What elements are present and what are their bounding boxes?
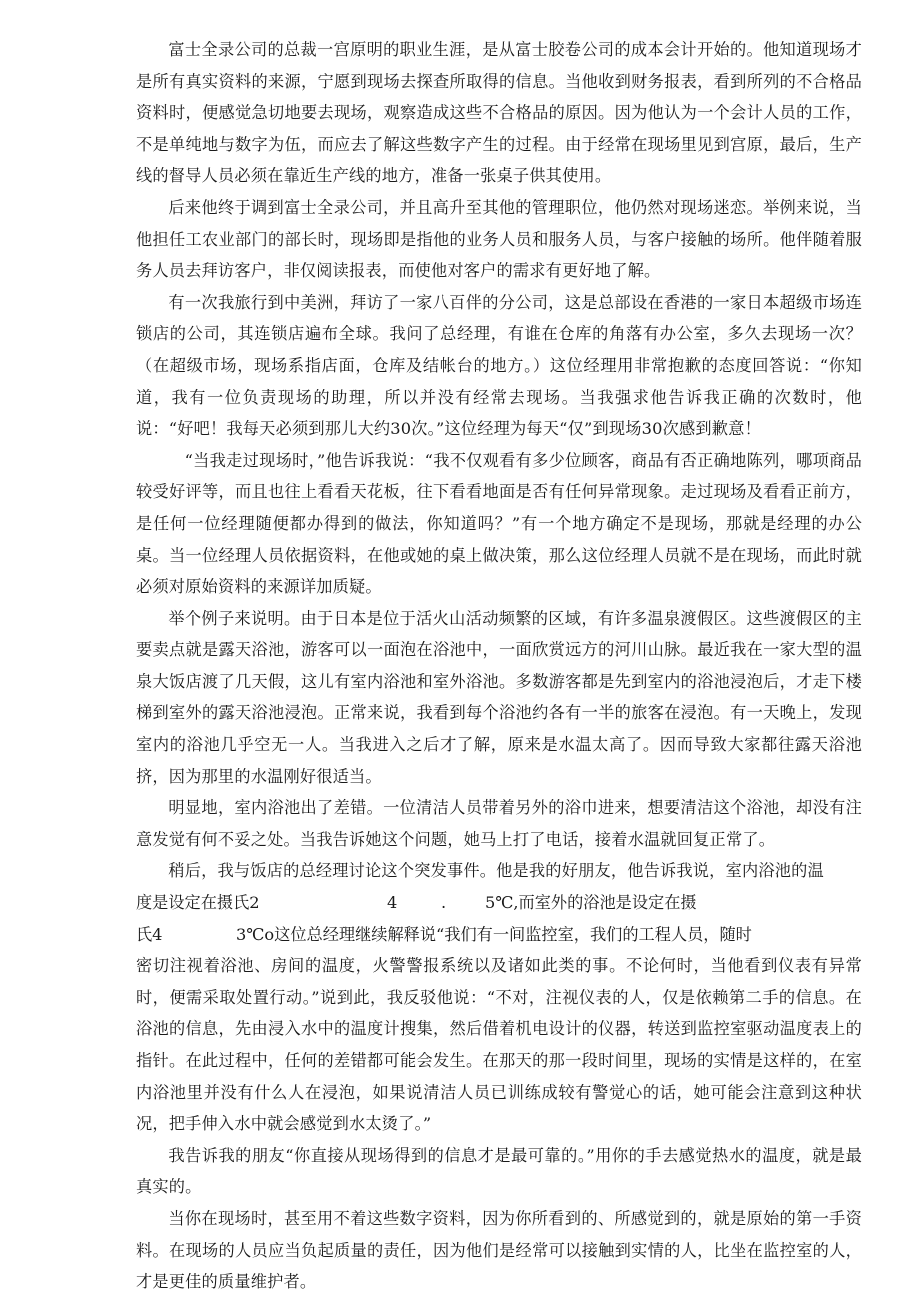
temp-indoor-part-b: 4 <box>387 893 398 913</box>
temp-indoor-part-a: 度是设定在摄氏2 <box>136 893 260 913</box>
paragraph-7: 稍后，我与饭店的总经理讨论这个突发事件。他是我的好朋友，他告诉我说，室内浴池的温 <box>168 861 824 881</box>
paragraph-6: 明显地，室内浴池出了差错。一位清洁人员带着另外的浴巾进来，想要清洁这个浴池，却没有注意发觉有何不妥之处。当我告诉她这个问题，她马上打了电话，接着水温就回复正常了。 <box>136 798 862 849</box>
paragraph-9: 当你在现场时，甚至用不着这些数字资料，因为你所看到的、所感觉到的，就是原始的第一手资料。在现场的人员应当负起质量的责任，因为他们是经常可以接触到实情的人，比坐在监控室的人，才是更佳的质量维护者。 <box>136 1208 862 1292</box>
document-page <box>136 34 862 1298</box>
paragraph-2: 后来他终于调到富士全录公司，并且高升至其他的管理职位，他仍然对现场迷恋。举例来说，当他担任工农业部门的部长时，现场即是指他的业务人员和服务人员，与客户接触的场所。他伴随着服务人员去拜访客户，非仅阅读报表，而使他对客户的需求有更好地了解。 <box>136 197 862 281</box>
paragraph-7-tail: 密切注视着浴池、房间的温度，火警警报系统以及诸如此类的事。不论何时，当他看到仪表有异常时，便需采取处置行动。”说到此，我反驳他说：“不对，注视仪表的人，仅是依赖第二手的信息。在浴池的信息，先由浸入水中的温度计搜集，然后借着机电设计的仪器，转送到监控室驱动温度表上的指针。在此过程中，任何的差错都可能会发生。在那天的那一段时间里，现场的实情是这样的，在室内浴池里并没有什么人在浸泡，如果说清洁人员已训练成较有警觉心的话，她可能会注意到这种状况，把手伸入水中就会感觉到水太烫了。” <box>136 956 862 1134</box>
paragraph-3: 有一次我旅行到中美洲，拜访了一家八百伴的分公司，这是总部设在香港的一家日本超级市场连锁店的公司，其连锁店遍布全球。我问了总经理，有谁在仓库的角落有办公室，多久去现场一次？（在超级市场，现场系指店面，仓库及结帐台的地方。）这位经理用非常抱歉的态度回答说：“你知道，我有一位负责现场的助理，所以并没有经常去现场。当我强求他告诉我正确的次数时，他说：“好吧！我每天必须到那儿大约30次。”这位经理为每天“仅”到现场30次感到歉意！ <box>136 292 862 439</box>
temp-indoor-part-c: . <box>441 893 447 913</box>
paragraph-8: 我告诉我的朋友“你直接从现场得到的信息才是最可靠的。”用你的手去感觉热水的温度，就是最真实的。 <box>136 1145 862 1197</box>
temp-indoor-part-d: 5℃,而室外的浴池是设定在摄 <box>485 893 697 913</box>
temp-outdoor-part-b: 3℃o这位总经理继续解释说“我们有一间监控室，我们的工程人员，随时 <box>236 924 752 944</box>
paragraph-4: “当我走过现场时，”他告诉我说：“我不仅观看有多少位顾客，商品有否正确地陈列，哪项商品较受好评等，而且也往上看看天花板，往下看看地面是否有任何异常现象。走过现场及看看正前方，是任何一位经理随便都办得到的做法，你知道吗？”有一个地方确定不是现场，那就是经理的办公桌。当一位经理人员依据资料，在他或她的桌上做决策，那么这位经理人员就不是在现场，而此时就必须对原始资料的来源详加质疑。 <box>136 450 862 597</box>
paragraph-5: 举个例子来说明。由于日本是位于活火山活动频繁的区域，有许多温泉渡假区。这些渡假区的主要卖点就是露天浴池，游客可以一面泡在浴池中，一面欣赏远方的河川山脉。最近我在一家大型的温泉大饭店渡了几天假，这儿有室内浴池和室外浴池。多数游客都是先到室内的浴池浸泡后，才走下楼梯到室外的露天浴池浸泡。正常来说，我看到每个浴池约各有一半的旅客在浸泡。有一天晚上，发现室内的浴池几乎空无一人。当我进入之后才了解，原来是水温太高了。因而导致大家都往露天浴池挤，因为那里的水温刚好很适当。 <box>136 608 862 786</box>
temp-outdoor-part-a: 氏4 <box>136 924 163 944</box>
paragraph-7-line-3 <box>136 919 862 951</box>
paragraph-7-line-2 <box>136 887 862 919</box>
paragraph-1: 富士全录公司的总裁一宫原明的职业生涯，是从富士胶卷公司的成本会计开始的。他知道现场才是所有真实资料的来源，宁愿到现场去探查所取得的信息。当他收到财务报表，看到所列的不合格品资料时，便感觉急切地要去现场，观察造成这些不合格品的原因。因为他认为一个会计人员的工作，不是单纯地与数字为伍，而应去了解这些数字产生的过程。由于经常在现场里见到宫原，最后，生产线的督导人员必须在靠近生产线的地方，准备一张桌子供其使用。 <box>136 40 862 186</box>
